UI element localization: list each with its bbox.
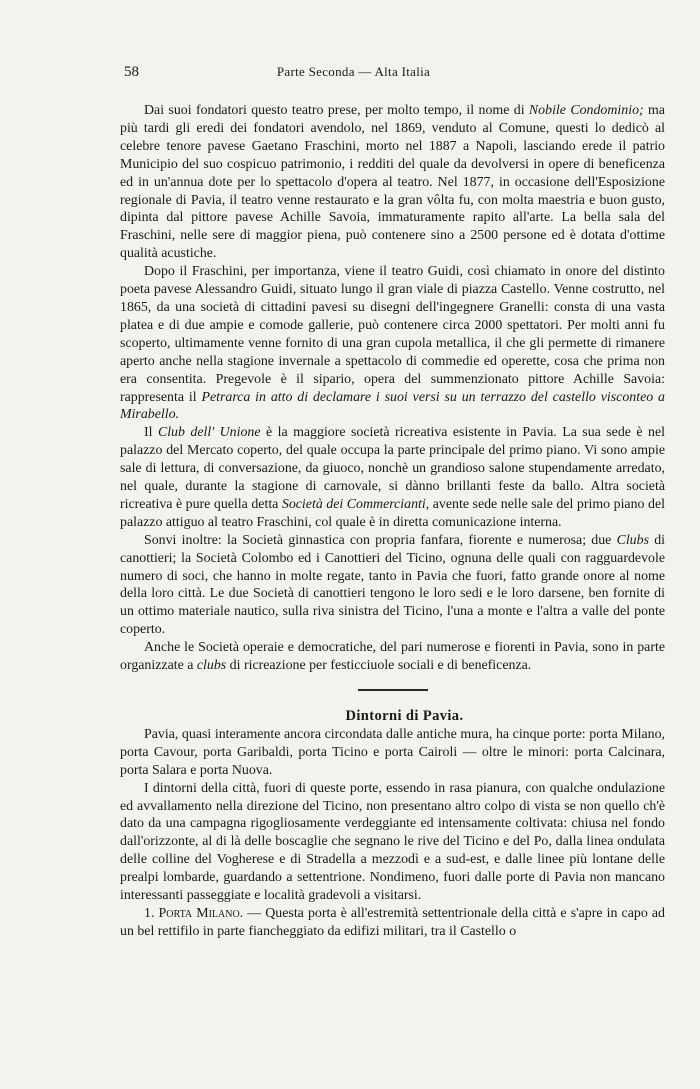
italic-term: Club dell' Unione: [157, 425, 261, 441]
paragraph-porta-milano: 1. Porta Milano. — Questa porta è all'estremità settentrionale della città e s'apre in capo ad un bel rettifilo in parte fiancheggiato da edifizi militari, tra il Castello o: [120, 905, 665, 939]
small-caps-heading: Porta Milano.: [158, 905, 244, 921]
paragraph-porte: Pavia, quasi interamente ancora circondata dalle antiche mura, ha cinque porte: porta Milano, porta Cavour, porta Garibaldi, porta Ticino e porta Cairoli — oltre le minori: porta Calcinara, porta Salara e porta Nuova.: [120, 726, 665, 778]
italic-term: Società dei Commercianti,: [281, 496, 430, 512]
paragraph-dintorni: I dintorni della città, fuori di queste porte, essendo in rasa pianura, con qualche ondulazione ed avvallamento nella direzione del Ticino, non presentano altro colpo di vista se non quello ch'è dato da una campagna rigogliosamente verdeggiante ed intensamente coltivata: chiusa nel fondo dall'orizzonte, al di là delle boscaglie che segnano le rive del Ticino e del Po, dalla linea ondulata delle colline del Vogherese e di Stradella a mezzodì e a sud-est, e dalle linee più lontane delle prealpi lombarde, guardando a settentrione. Nondimeno, fuori dalle porte di Pavia non mancano interessanti passeggiate e località gradevoli a visitarsi.: [120, 780, 665, 904]
paragraph-teatro-fraschini: Dai suoi fondatori questo teatro prese, per molto tempo, il nome di Nobile Condominio; ma più tardi gli eredi dei fondatori avendolo, nel 1869, venduto al Comune, questi lo dedicò al celebre tenore pavese Gaetano Fraschini, morto nel 1887 a Napoli, lasciando erede il patrio Municipio del suo cospicuo patrimonio, i redditi del quale da devolversi in opere di beneficenza ed in un'annua dote per lo spettacolo d'opera al teatro. Nel 1877, in occasione dell'Esposizione regionale di Pavia, il teatro venne restaurato e la gran vôlta fu, con molta maestria e buon gusto, dipinta dal pittore pavese Achille Savoia, immaturamente rapito all'arte. La bella sala del Fraschini, nelle sere di maggior piena, può contenere sino a 2500 persone ed è dotata d'ottime qualità acustiche.: [120, 103, 665, 262]
running-title: Parte Seconda — Alta Italia: [276, 64, 431, 79]
italic-term: Nobile Condominio;: [528, 103, 644, 118]
italic-term: clubs: [196, 658, 227, 674]
italic-title: Petrarca in atto di declamare i suoi versi su un terrazzo del castello visconteo a Mirabello.: [120, 389, 665, 423]
italic-term: Clubs: [616, 532, 649, 548]
page-number: 58: [124, 64, 139, 80]
paragraph-societa-operaie: Anche le Società operaie e democratiche, del pari numerose e fiorenti in Pavia, sono in parte organizzate a clubs di ricreazione per festicciuole sociali e di beneficenza.: [120, 640, 665, 674]
paragraph-teatro-guidi: Dopo il Fraschini, per importanza, viene il teatro Guidi, così chiamato in onore del distinto poeta pavese Alessandro Guidi, situato lungo il gran viale di piazza Castello. Venne costrutto, nel 1865, da una società di cittadini pavesi su disegni dell'ingegnere Granelli: consta di una vasta platea e di due ampie e comode gallerie, può contenere circa 2000 spettatori. Per molti anni fu scoperto, ultimamente venne fornito di una gran cupola metallica, il che gli permette di rimanere aperto anche nella stagione invernale a spettacolo di commedie ed operette, cosa che prima non era consentita. Pregevole è il sipario, opera del summenzionato pittore Achille Savoia: rappresenta il Petrarca in atto di declamare i suoi versi su un terrazzo del castello visconteo a Mirabello.: [120, 264, 665, 423]
section-divider: [358, 689, 428, 691]
body-text: [120, 102, 665, 941]
section-title: Dintorni di Pavia.: [345, 708, 464, 724]
paragraph-club-unione: Il Club dell' Unione è la maggiore società ricreativa esistente in Pavia. La sua sede è nel palazzo del Mercato coperto, del quale occupa la parte principale del primo piano. Vi sono ampie sale di lettura, di conversazione, da giuoco, nonchè un grandioso salone stupendamente arredato, nel quale, durante la stagione di carnovale, si dànno brillanti feste da ballo. Altra società ricreativa è pure quella detta Società dei Commercianti, avente sede nelle sale del primo piano del palazzo attiguo al teatro Fraschini, col quale è in diretta comunicazione interna.: [120, 425, 665, 530]
page-header: [124, 64, 580, 86]
paragraph-societa-ginnastica: Sonvi inoltre: la Società ginnastica con propria fanfara, fiorente e numerosa; due Clubs di canottieri; la Società Colombo ed i Canottieri del Ticino, ognuna delle quali con ragguardevole numero di soci, che hanno in molte regate, tanto in Pavia che fuori, fatto grande onore al nome della loro città. Le due Società di canottieri tengono le loro sedi e le loro darsene, ben fornite di un ottimo materiale nautico, sulla riva sinistra del Ticino, l'una a monte e l'altra a valle del ponte coperto.: [120, 532, 666, 638]
